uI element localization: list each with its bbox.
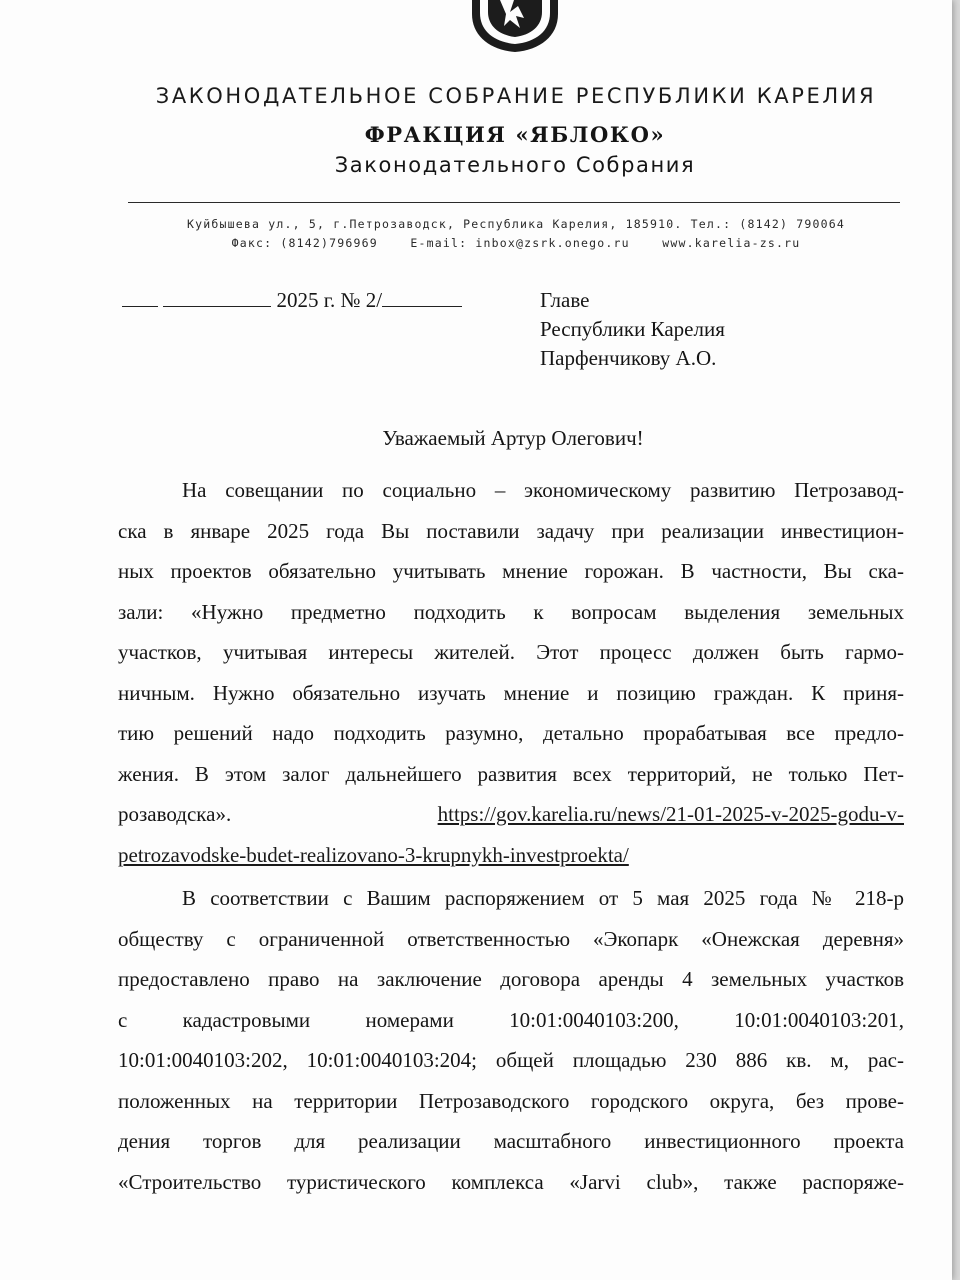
paragraph-line: ных проектов обязательно учитывать мнение горожан. В частности, Вы ска- [118,559,904,583]
paragraph-2 [118,878,904,1202]
paragraph-line: 10:01:0040103:202, 10:01:0040103:204; общей площадью 230 886 кв. м, рас- [118,1048,904,1072]
faction-subtitle: Законодательного Собрания [334,153,696,177]
reference-number-blank [382,288,462,307]
cadastral-numbers-line [118,1000,904,1041]
paragraph-line: дения торгов для реализации масштабного инвестиционного проекта [118,1129,904,1153]
cadastral-number: 10:01:0040103:200, [509,1007,679,1032]
header-divider [128,202,900,203]
date-month-blank [163,288,271,307]
paragraph-line: «Строительство туристического комплекса «Jarvi club», также распоряже- [118,1169,904,1194]
paragraph-line: На совещании по социально – экономическому развитию Петрозавод- [182,478,904,502]
paragraph-line-prefix: розаводска». [118,802,232,826]
cadastral-word: с [118,1007,128,1032]
paragraph-line: участков, учитывая интересы жителей. Этот процесс должен быть гармо- [118,640,904,664]
source-link-part-1[interactable]: https://gov.karelia.ru/news/21-01-2025-v-2025-godu-v- [437,802,904,826]
contact-address-line: Куйбышева ул., 5, г.Петрозаводск, Республика Карелия, 185910. Тел.: (8142) 790064 [186,217,845,231]
paragraph-line: предоставлено право на заключение договора аренды 4 земельных участков [118,967,904,991]
reference-number [122,288,462,313]
date-day-blank [122,288,158,307]
cadastral-word: номерами [365,1007,454,1032]
paragraph-line: положенных на территории Петрозаводского городского округа, без прове- [118,1088,904,1113]
cadastral-number: 10:01:0040103:201, [734,1007,904,1032]
addressee-line: Главе [540,288,590,312]
source-link-part-2[interactable]: petrozavodske-budet-realizovano-3-krupnykh-investproekta/ [118,842,629,867]
paragraph-line: В соответствии с Вашим распоряжением от 5 мая 2025 года № 218-р [182,886,904,910]
organization-title: ЗАКОНОДАТЕЛЬНОЕ СОБРАНИЕ РЕСПУБЛИКИ КАРЕЛИЯ [155,84,877,108]
salutation: Уважаемый Артур Олегович! [382,426,644,450]
paragraph-line: зали: «Нужно предметно подходить к вопросам выделения земельных [118,599,904,624]
paragraph-line: обществу с ограниченной ответственностью «Экопарк «Онежская деревня» [118,926,904,951]
paragraph-line: тию решений надо подходить разумно, детально прорабатывая все предло- [118,721,904,745]
karelia-coat-of-arms-icon [466,0,564,52]
addressee-block [540,286,725,373]
faction-title: ФРАКЦИЯ «ЯБЛОКО» [364,122,666,147]
paragraph-1 [118,470,904,875]
paragraph-line: ничным. Нужно обязательно изучать мнение и позицию граждан. К приня- [118,680,904,705]
contact-fax-email-line: Факс: (8142)796969 E-mail: inbox@zsrk.onego.ru www.karelia-zs.ru [231,236,801,250]
addressee-line: Парфенчикову А.О. [540,346,717,370]
cadastral-word: кадастровыми [182,1007,311,1032]
paragraph-line: ска в январе 2025 года Вы поставили задачу при реализации инвестицион- [118,518,904,543]
addressee-line: Республики Карелия [540,317,725,341]
reference-text: 2025 г. № 2/ [276,288,383,312]
paragraph-line-with-link [118,794,904,835]
paragraph-line: жения. В этом залог дальнейшего развития всех территорий, не только Пет- [118,761,904,786]
